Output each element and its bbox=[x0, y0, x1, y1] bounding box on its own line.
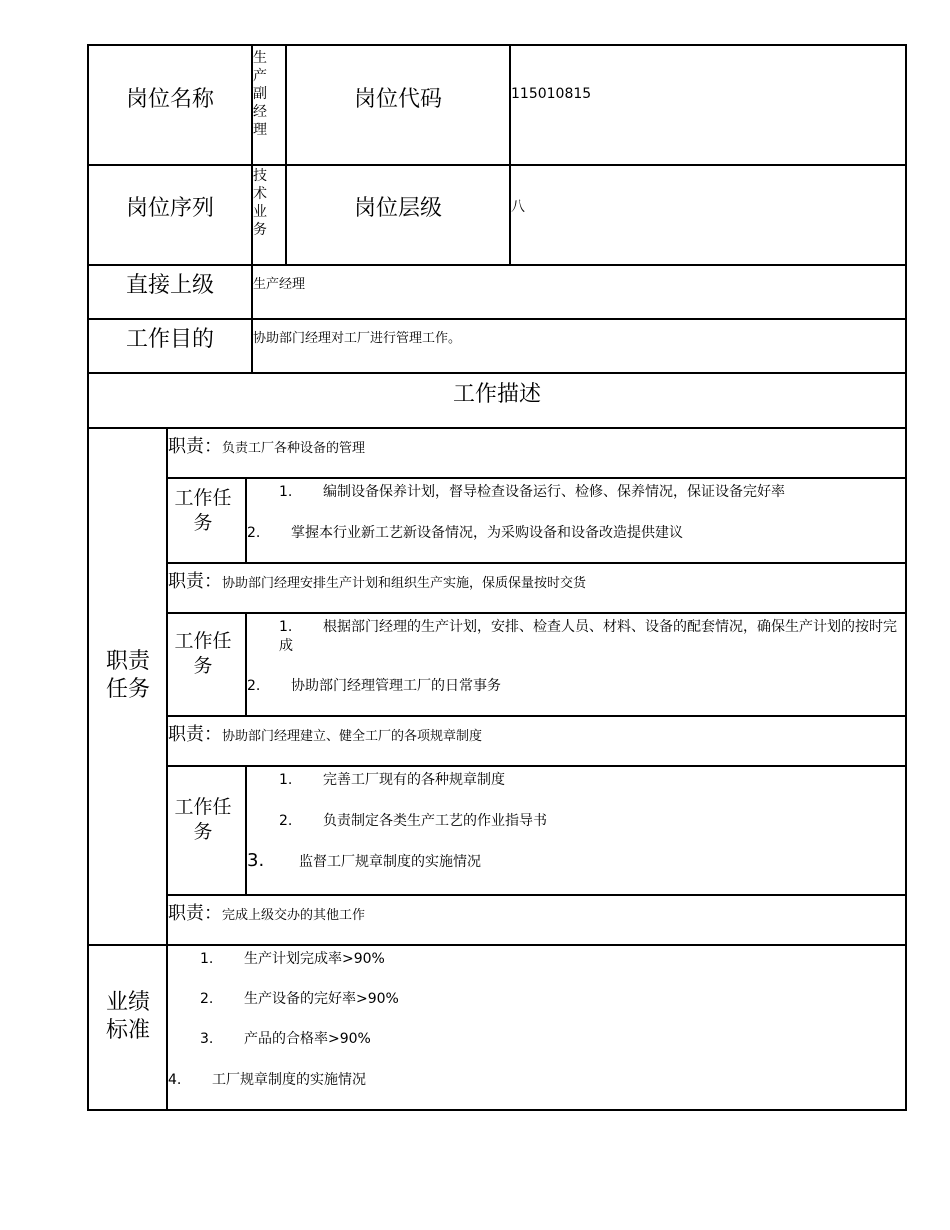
duties-label: 职责任务 bbox=[105, 649, 150, 702]
task-text-continued: 成 bbox=[279, 638, 293, 654]
task-number: 2. bbox=[279, 813, 293, 829]
task-text: 负责制定各类生产工艺的作业指导书 bbox=[323, 813, 547, 829]
row-divider bbox=[166, 562, 907, 564]
row-divider bbox=[87, 318, 907, 320]
post-name-value: 生产副经理 bbox=[253, 50, 267, 138]
task-item bbox=[247, 522, 683, 542]
row-divider bbox=[87, 164, 907, 166]
duty-prefix: 职责： bbox=[168, 724, 222, 745]
task-number: 2. bbox=[247, 525, 261, 541]
performance-label: 业绩标准 bbox=[105, 990, 150, 1043]
col-divider bbox=[245, 477, 247, 564]
superior-value: 生产经理 bbox=[253, 277, 306, 292]
task-item-continued bbox=[279, 635, 293, 655]
task-text: 监督工厂规章制度的实施情况 bbox=[299, 854, 481, 870]
duty-text: 协助部门经理安排生产计划和组织生产实施，保质保量按时交货 bbox=[222, 576, 587, 591]
performance-number: 4. bbox=[168, 1072, 182, 1088]
duty-heading bbox=[168, 567, 586, 593]
col-divider bbox=[509, 44, 511, 266]
col-divider bbox=[166, 427, 168, 1111]
table-border-top bbox=[87, 44, 907, 46]
row-divider bbox=[87, 372, 907, 374]
row-divider bbox=[166, 765, 907, 767]
task-text: 编制设备保养计划，督导检查设备运行、检修、保养情况，保证设备完好率 bbox=[323, 484, 785, 500]
duty-text: 完成上级交办的其他工作 bbox=[222, 908, 366, 923]
duty-prefix: 职责： bbox=[168, 436, 222, 457]
duty-text: 协助部门经理建立、健全工厂的各项规章制度 bbox=[222, 729, 483, 744]
duty-heading bbox=[168, 432, 365, 458]
purpose-label: 工作目的 bbox=[125, 327, 214, 352]
performance-number: 1. bbox=[200, 951, 214, 967]
duty-heading bbox=[168, 899, 365, 925]
task-number: 3. bbox=[247, 850, 265, 871]
col-divider bbox=[245, 765, 247, 896]
task-number: 1. bbox=[279, 619, 293, 635]
performance-text: 生产计划完成率>90% bbox=[244, 951, 385, 967]
performance-item bbox=[200, 948, 385, 968]
task-label: 工作任务 bbox=[174, 630, 232, 677]
task-label: 工作任务 bbox=[174, 487, 232, 534]
row-divider bbox=[166, 715, 907, 717]
post-level-value: 八 bbox=[511, 199, 525, 215]
description-title: 工作描述 bbox=[452, 382, 541, 407]
post-code-value: 115010815 bbox=[511, 86, 592, 102]
duty-prefix: 职责： bbox=[168, 903, 222, 924]
task-item bbox=[247, 675, 501, 695]
task-item bbox=[247, 850, 481, 871]
row-divider bbox=[166, 477, 907, 479]
performance-number: 3. bbox=[200, 1031, 214, 1047]
row-divider bbox=[166, 612, 907, 614]
task-item bbox=[279, 481, 785, 501]
row-divider bbox=[87, 944, 907, 946]
post-series-label: 岗位序列 bbox=[125, 196, 214, 221]
task-number: 2. bbox=[247, 678, 261, 694]
task-item bbox=[279, 616, 897, 636]
task-text: 掌握本行业新工艺新设备情况，为采购设备和设备改造提供建议 bbox=[291, 525, 683, 541]
post-name-label: 岗位名称 bbox=[125, 87, 214, 112]
task-item bbox=[279, 769, 505, 789]
row-divider bbox=[166, 894, 907, 896]
table-border-bottom bbox=[87, 1109, 907, 1111]
task-label: 工作任务 bbox=[174, 796, 232, 843]
duty-text: 负责工厂各种设备的管理 bbox=[222, 441, 366, 456]
col-divider bbox=[285, 44, 287, 266]
post-code-label: 岗位代码 bbox=[353, 87, 442, 112]
task-item bbox=[279, 810, 547, 830]
performance-number: 2. bbox=[200, 991, 214, 1007]
performance-text: 生产设备的完好率>90% bbox=[244, 991, 399, 1007]
row-divider bbox=[87, 427, 907, 429]
task-text: 完善工厂现有的各种规章制度 bbox=[323, 772, 505, 788]
post-level-label: 岗位层级 bbox=[353, 196, 442, 221]
performance-item bbox=[200, 988, 399, 1008]
task-number: 1. bbox=[279, 772, 293, 788]
superior-label: 直接上级 bbox=[125, 273, 214, 298]
duty-heading bbox=[168, 720, 482, 746]
duty-prefix: 职责： bbox=[168, 571, 222, 592]
performance-text: 产品的合格率>90% bbox=[244, 1031, 371, 1047]
purpose-value: 协助部门经理对工厂进行管理工作。 bbox=[253, 331, 462, 346]
post-series-value: 技术业务 bbox=[253, 168, 267, 238]
table-border-right bbox=[905, 44, 907, 1111]
task-text: 协助部门经理管理工厂的日常事务 bbox=[291, 678, 501, 694]
row-divider bbox=[87, 264, 907, 266]
task-text: 根据部门经理的生产计划，安排、检查人员、材料、设备的配套情况，确保生产计划的按时完 bbox=[323, 619, 897, 635]
performance-item bbox=[168, 1069, 366, 1089]
col-divider bbox=[245, 612, 247, 717]
performance-text: 工厂规章制度的实施情况 bbox=[212, 1072, 366, 1088]
task-number: 1. bbox=[279, 484, 293, 500]
performance-item bbox=[200, 1028, 371, 1048]
